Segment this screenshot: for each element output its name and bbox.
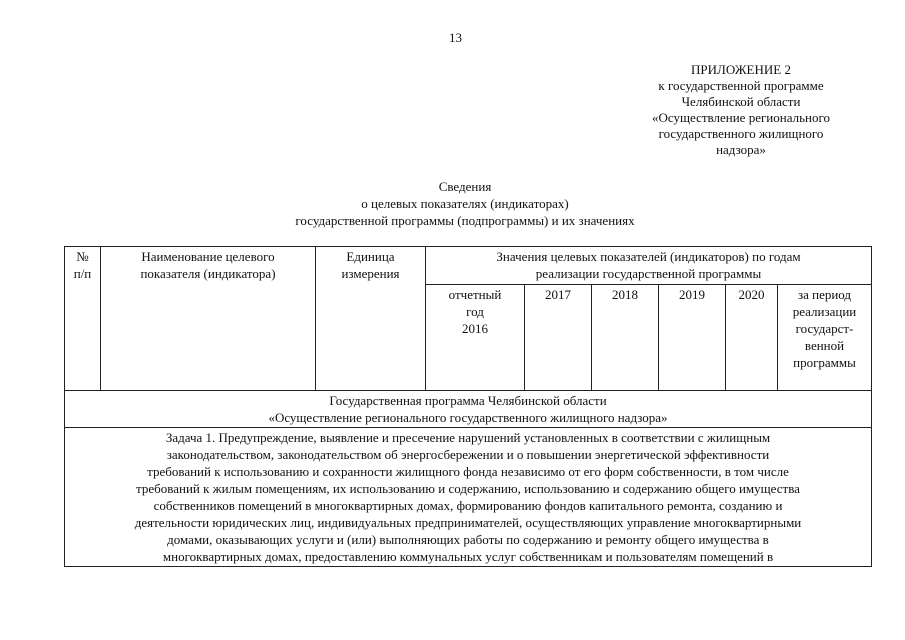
appendix-heading: ПРИЛОЖЕНИЕ 2 — [691, 62, 791, 77]
task-line: законодательством, законодательством об энергосбережении и о повышении энергетической эффективности — [166, 447, 770, 462]
program-row: Государственная программа Челябинской области «Осуществление регионального государственного жилищного надзора» — [65, 391, 872, 428]
task-line: требований к использованию и сохранности жилищного фонда независимо от его форм собственности, в том числе — [147, 464, 789, 479]
header-year-2020: 2020 — [726, 285, 778, 391]
task-line: требований к жилым помещениям, их использованию и содержанию, использованию и содержанию общего имущества — [136, 481, 800, 496]
task-1-row — [65, 428, 872, 567]
task-line: домами, оказывающих услуги и (или) выполняющих работы по содержанию и ремонту общего имущества в — [167, 532, 769, 547]
header-year-2019: 2019 — [659, 285, 726, 391]
appendix-line: государственного жилищного — [658, 126, 824, 141]
appendix-line: «Осуществление регионального — [652, 110, 830, 125]
document-title — [220, 178, 710, 229]
header-values-by-year: Значения целевых показателей (индикаторов) по годам реализации государственной программы — [426, 247, 872, 285]
appendix-line: надзора» — [716, 142, 766, 157]
header-unit: Единица измерения — [316, 247, 426, 391]
header-year-base: отчетный год 2016 — [426, 285, 525, 391]
appendix-line: к государственной программе — [658, 78, 824, 93]
task-line: Задача 1. Предупреждение, выявление и пресечение нарушений установленных в соответствии с жилищным — [165, 430, 771, 445]
task-line: деятельности юридических лиц, индивидуальных предпринимателей, осуществляющих управление многоквартирными — [134, 515, 802, 530]
appendix-line: Челябинской области — [681, 94, 801, 109]
title-line: Сведения — [438, 179, 492, 194]
header-year-2017: 2017 — [525, 285, 592, 391]
title-line: о целевых показателях (индикаторах) — [361, 196, 569, 211]
header-period-total: за период реализации государст- венной программы — [778, 285, 872, 391]
task-line: многоквартирных домах, предоставлению коммунальных услуг собственникам и пользователям помещений в — [162, 549, 774, 564]
appendix-block — [630, 62, 852, 158]
title-line: государственной программы (подпрограммы) и их значениях — [295, 213, 635, 228]
header-indicator-name: Наименование целевого показателя (индикатора) — [101, 247, 316, 391]
page-number: 13 — [449, 30, 462, 45]
header-year-2018: 2018 — [592, 285, 659, 391]
header-number: № п/п — [65, 247, 101, 391]
indicators-table — [64, 246, 872, 567]
task-line: собственников помещений в многоквартирных домах, формированию фондов капитального ремонта, созданию и — [153, 498, 783, 513]
